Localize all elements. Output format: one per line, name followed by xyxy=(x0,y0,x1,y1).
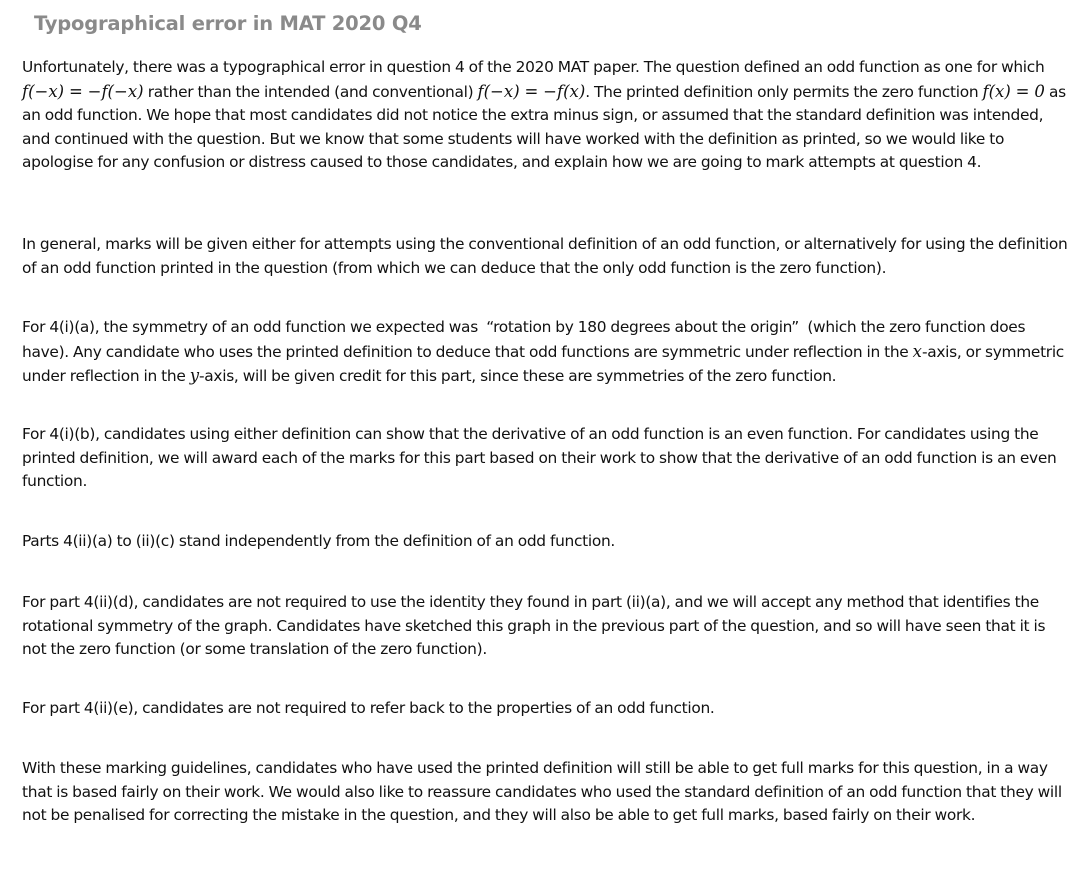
paragraph-intro xyxy=(22,56,1068,175)
intro-text-3: . The printed definition only permits the zero function xyxy=(585,82,983,101)
formula-zero-function: f(x) = 0 xyxy=(982,81,1045,101)
x-axis-variable: x xyxy=(912,341,922,361)
paragraph-conclusion: With these marking guidelines, candidates who have used the printed definition will still be able to get full marks for this question, in a way that is based fairly on their work. We would also like to reassure candidates who used the standard definition of an odd function that they will not be penalised for correcting the mistake in the question, and they will also be able to get full marks, based fairly on their work. xyxy=(22,759,1062,824)
paragraph-part-ii-d: For part 4(ii)(d), candidates are not required to use the identity they found in part (ii)(a), and we will accept any method that identifies the rotational symmetry of the graph. Candidates have sketched this graph in the previous part of the question, and so will have seen that it is not the zero function (or some translation of the zero function). xyxy=(22,593,1046,658)
paragraph-part-i-a xyxy=(22,316,1068,389)
part-i-a-text-2: -axis, or symmetric under reflection in the xyxy=(22,342,1064,385)
intro-text-1: Unfortunately, there was a typographical error in question 4 of the 2020 MAT paper. The question defined an odd function as one for which xyxy=(22,58,1045,76)
formula-conventional-definition: f(−x) = −f(x) xyxy=(477,81,586,101)
paragraph-part-i-b: For 4(i)(b), candidates using either definition can show that the derivative of an odd function is an even function. For candidates using the printed definition, we will award each of the marks for this part based on their work to show that the derivative of an odd function is an even function. xyxy=(22,425,1057,490)
intro-text-2: rather than the intended (and conventional) xyxy=(143,82,478,101)
page-title: Typographical error in MAT 2020 Q4 xyxy=(34,12,422,35)
formula-printed-definition: f(−x) = −f(−x) xyxy=(22,81,144,101)
paragraph-parts-ii-a-c: Parts 4(ii)(a) to (ii)(c) stand independently from the definition of an odd function. xyxy=(22,532,616,550)
paragraph-part-ii-e: For part 4(ii)(e), candidates are not required to refer back to the properties of an odd function. xyxy=(22,699,715,717)
part-i-a-text-3: -axis, will be given credit for this part, since these are symmetries of the zero function. xyxy=(199,367,837,385)
intro-text-4: as an odd function. We hope that most candidates did not notice the extra minus sign, or assumed that the standard definition was intended, and continued with the question. But we know that some students will have worked with the definition as printed, so we would like to apologise for any confusion or distress caused to those candidates, and explain how we are going to mark attempts at question 4. xyxy=(22,82,1066,171)
part-i-a-text-1: For 4(i)(a), the symmetry of an odd function we expected was “rotation by 180 degrees about the origin” (which the zero function does have). Any candidate who uses the printed definition to deduce that odd functions are symmetric under reflection in the xyxy=(22,318,1026,361)
y-axis-variable: y xyxy=(189,366,200,385)
paragraph-general-marking: In general, marks will be given either for attempts using the conventional definition of an odd function, or alternatively for using the definition of an odd function printed in the question (from which we can deduce that the only odd function is the zero function). xyxy=(22,235,1068,277)
